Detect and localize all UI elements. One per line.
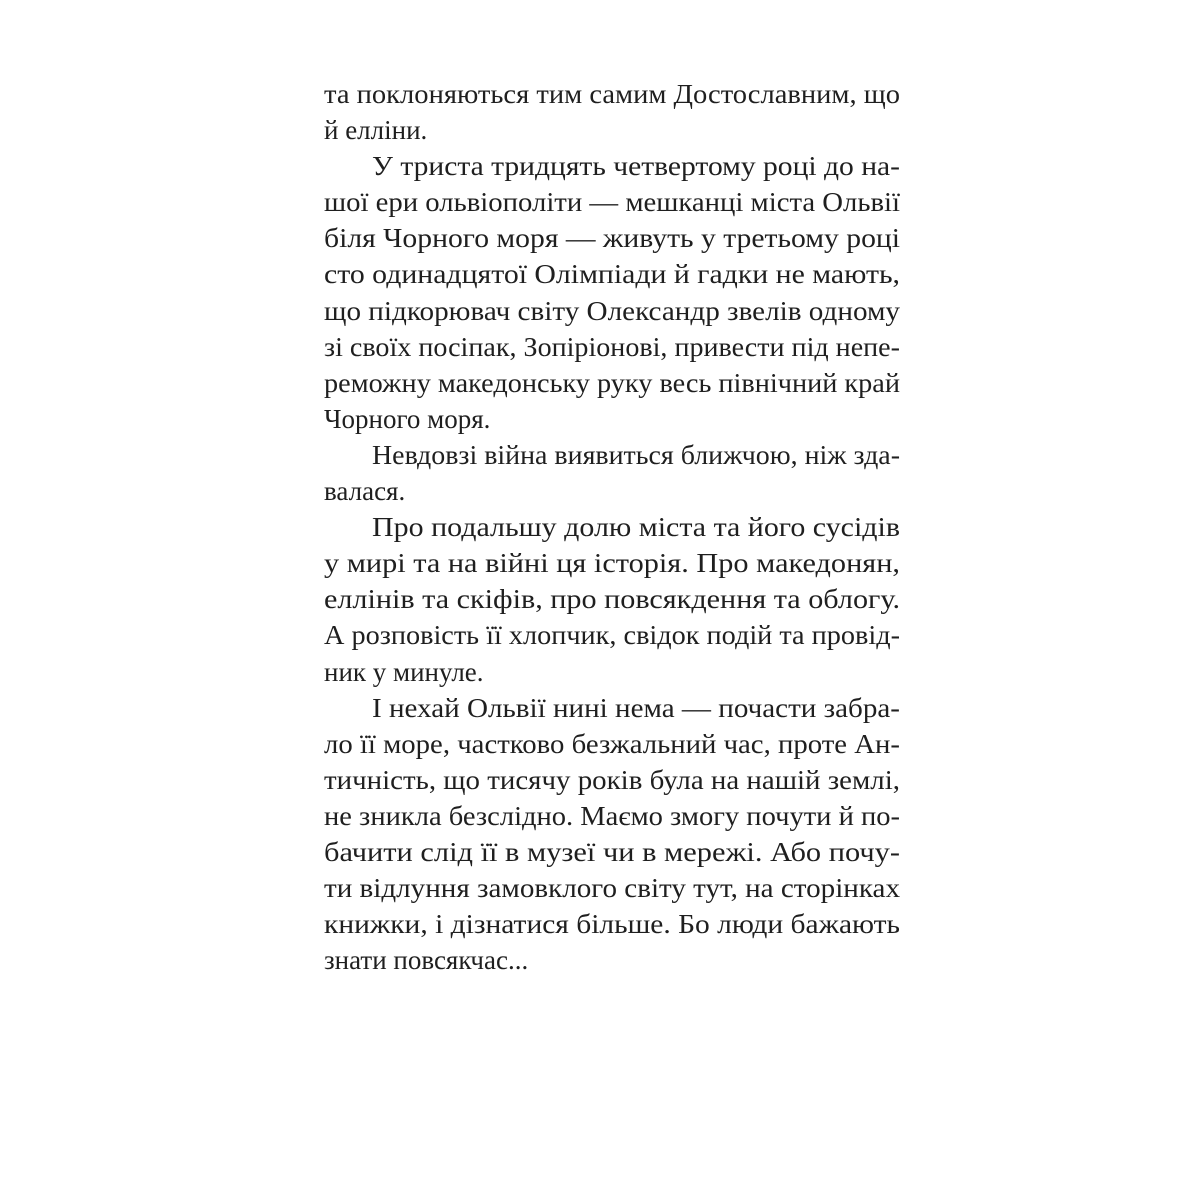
text-line — [324, 870, 900, 906]
text-line-content: Невдовзі війна виявиться ближчою, ніж зда- — [372, 439, 900, 470]
text-line-content: шої ери ольвіополіти — мешканці міста Ольвії — [324, 187, 900, 218]
text-line-content: І нехай Ольвії нині нема — почасти забра- — [372, 692, 900, 723]
text-line — [324, 473, 900, 509]
text-line-content: знати повсякчас... — [324, 945, 529, 976]
text-line — [324, 184, 900, 220]
text-line — [324, 509, 900, 545]
text-line — [324, 329, 900, 365]
text-line-content: й елліни. — [324, 115, 428, 146]
text-line-content: біля Чорного моря — живуть у третьому році — [324, 223, 900, 254]
text-line — [324, 581, 900, 617]
text-line-content: ти відлуння замовклого світу тут, на сторінках — [324, 873, 900, 904]
text-line — [324, 365, 900, 401]
text-line-content: У триста тридцять четвертому році до на- — [372, 151, 900, 182]
text-line-content: у мирі та на війні ця історія. Про македонян, — [324, 548, 900, 579]
text-line-content: бачити слід її в музеї чи в мережі. Або почу- — [324, 836, 900, 867]
text-line-content: А розповість її хлопчик, свідок подій та провід- — [324, 620, 900, 651]
text-line-content: еллінів та скіфів, про повсякдення та облогу. — [324, 584, 900, 615]
text-line — [324, 906, 900, 942]
text-line-content: не зникла безслідно. Маємо змогу почути й по- — [324, 800, 900, 831]
text-line — [324, 220, 900, 256]
text-line — [324, 293, 900, 329]
text-line — [324, 942, 900, 978]
text-line-content: Про подальшу долю міста та його сусідів — [372, 512, 900, 543]
text-line — [324, 762, 900, 798]
text-line-content: Чорного моря. — [324, 403, 491, 434]
text-line — [324, 617, 900, 653]
text-line — [324, 148, 900, 184]
text-line-content: що підкорювач світу Олександр звелів одному — [324, 295, 900, 326]
text-line — [324, 545, 900, 581]
text-line-content: тичність, що тисячу років була на нашій землі, — [324, 764, 900, 795]
text-line — [324, 654, 900, 690]
text-line-content: валася. — [324, 476, 406, 507]
text-line — [324, 726, 900, 762]
text-line-content: реможну македонську руку весь північний край — [324, 367, 900, 398]
text-line-content: ник у минуле. — [324, 656, 484, 687]
text-line — [324, 401, 900, 437]
text-line — [324, 690, 900, 726]
text-line-content: сто одинадцятої Олімпіади й гадки не мають, — [324, 259, 900, 290]
page-text-block — [324, 76, 900, 978]
text-line — [324, 256, 900, 292]
text-line — [324, 76, 900, 112]
text-line-content: книжки, і дізнатися більше. Бо люди бажають — [324, 909, 900, 940]
text-line — [324, 834, 900, 870]
text-line-content: ло її море, частково безжальний час, проте Ан- — [324, 728, 900, 759]
text-line-content: та поклоняються тим самим Достославним, що — [324, 79, 901, 109]
text-line-content: зі своїх посіпак, Зопіріонові, привести під непе- — [324, 331, 900, 362]
text-line — [324, 798, 900, 834]
text-line — [324, 112, 900, 148]
text-line — [324, 437, 900, 473]
